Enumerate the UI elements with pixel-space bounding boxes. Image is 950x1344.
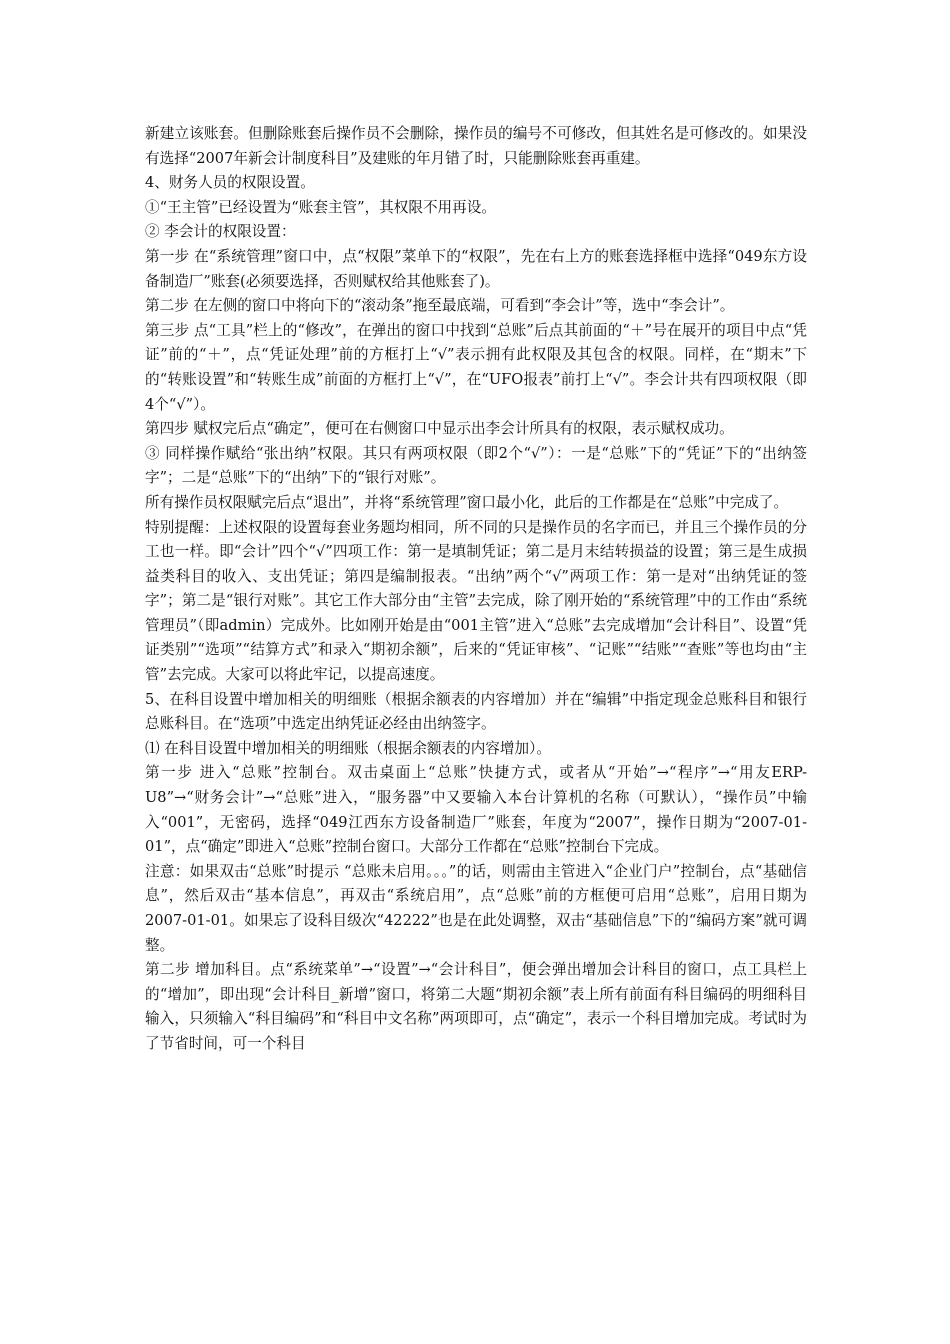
paragraph-step-2: 第二步 在左侧的窗口中将向下的“滚动条”拖至最底端，可看到“李会计”等，选中“李会计”。 <box>145 297 735 315</box>
paragraph-add-detail-accounts: ⑴ 在科目设置中增加相关的明细账（根据余额表的内容增加）。 <box>145 739 551 757</box>
paragraph-step-1: 第一步 在“系统管理”窗口中，点“权限”菜单下的“权限”，先在右上方的账套选择框中选择“049东方设备制造厂”账套(必须要选择，否则赋权给其他账套了)。 <box>145 247 807 290</box>
heading-subject-setup: 5、在科目设置中增加相关的明细账（根据余额表的内容增加）并在“编辑”中指定现金总账科目和银行总账科目。在“选项”中选定出纳凭证必经由出纳签字。 <box>145 690 807 733</box>
paragraph-note-enable-ledger: 注意：如果双击“总账”时提示 “总账未启用。。。”的话，则需由主管进入“企业门户”控制台，点“基础信息”，然后双击“基本信息”，再双击“系统启用”，点“总账”前的方框便可启用“总账”，启用日期为2007-01-01。如果忘了设科目级次“42222”也是在此处调整，双击“基础信息”下的“编码方案”就可调整。 <box>145 862 807 954</box>
document-body <box>145 122 807 1057</box>
paragraph-add-subject: 第二步 增加科目。点“系统菜单”→“设置”→“会计科目”，便会弹出增加会计科目的窗口，点工具栏上的“增加”，即出现“会计科目_新增”窗口，将第二大题“期初余额”表上所有前面有科目编码的明细科目输入，只须输入“科目编码”和“科目中文名称”两项即可，点“确定”，表示一个科目增加完成。考试时为了节省时间，可一个科目 <box>145 961 807 1052</box>
paragraph-exit-system-management: 所有操作员权限赋完后点“退出”，并将“系统管理”窗口最小化，此后的工作都是在“总账”中完成了。 <box>145 493 789 511</box>
heading-permission-setup: 4、财务人员的权限设置。 <box>145 174 315 192</box>
paragraph-account-deletion-note: 新建立该账套。但删除账套后操作员不会删除，操作员的编号不可修改，但其姓名是可修改的。如果没有选择“2007年新会计制度科目”及建账的年月错了时，只能删除账套再重建。 <box>145 125 807 167</box>
paragraph-enter-general-ledger: 第一步 进入“总账”控制台。双击桌面上“总账”快捷方式，或者从“开始”→“程序”→“用友ERP-U8”→“财务会计”→“总账”进入，“服务器”中又要输入本台计算机的名称（可默认），“操作员”中输入“001”，无密码，选择“049江西东方设备制造厂”账套，年度为“2007”，操作日期为“2007-01-01”，点“确定”即进入“总账”控制台窗口。大部分工作都在“总账”控制台下完成。 <box>145 764 807 856</box>
paragraph-step-3: 第三步 点“工具”栏上的“修改”，在弹出的窗口中找到“总账”后点其前面的“＋”号在展开的项目中点“凭证”前的“＋”，点“凭证处理”前的方框打上“√”表示拥有此权限及其包含的权限。同样，在“期末”下的“转账设置”和“转账生成”前面的方框打上“√”，在“UFO报表”前打上“√”。李会计共有四项权限（即4个“√”）。 <box>145 321 807 413</box>
paragraph-step-4: 第四步 赋权完后点“确定”，便可在右侧窗口中显示出李会计所具有的权限，表示赋权成功。 <box>145 420 734 438</box>
paragraph-accountant-permission-title: ② 李会计的权限设置： <box>145 223 296 241</box>
paragraph-cashier-permission: ③ 同样操作赋给“张出纳”权限。其只有两项权限（即2个“√”）：一是“总账”下的“凭证”下的“出纳签字”；二是“总账”下的“出纳”下的“银行对账”。 <box>145 444 807 487</box>
paragraph-special-reminder: 特别提醒：上述权限的设置每套业务题均相同，所不同的只是操作员的名字而已，并且三个操作员的分工也一样。即“会计”四个“√”四项工作：第一是填制凭证；第二是月末结转损益的设置；第三是生成损益类科目的收入、支出凭证；第四是编制报表。“出纳”两个“√”两项工作：第一是对“出纳凭证的签字”；第二是“银行对账”。其它工作大部分由“主管”去完成，除了刚开始的“系统管理”中的工作由“系统管理员”（即admin）完成外。比如刚开始是由“001主管”进入“总账”去完成增加“会计科目”、设置“凭证类别”“选项”“结算方式”和录入“期初余额”，后来的“凭证审核”、“记账”“结账”“查账”等也均由“主管”去完成。大家可以将此牢记，以提高速度。 <box>145 518 807 684</box>
paragraph-supervisor-permission: ①“王主管”已经设置为“账套主管”，其权限不用再设。 <box>145 198 496 216</box>
